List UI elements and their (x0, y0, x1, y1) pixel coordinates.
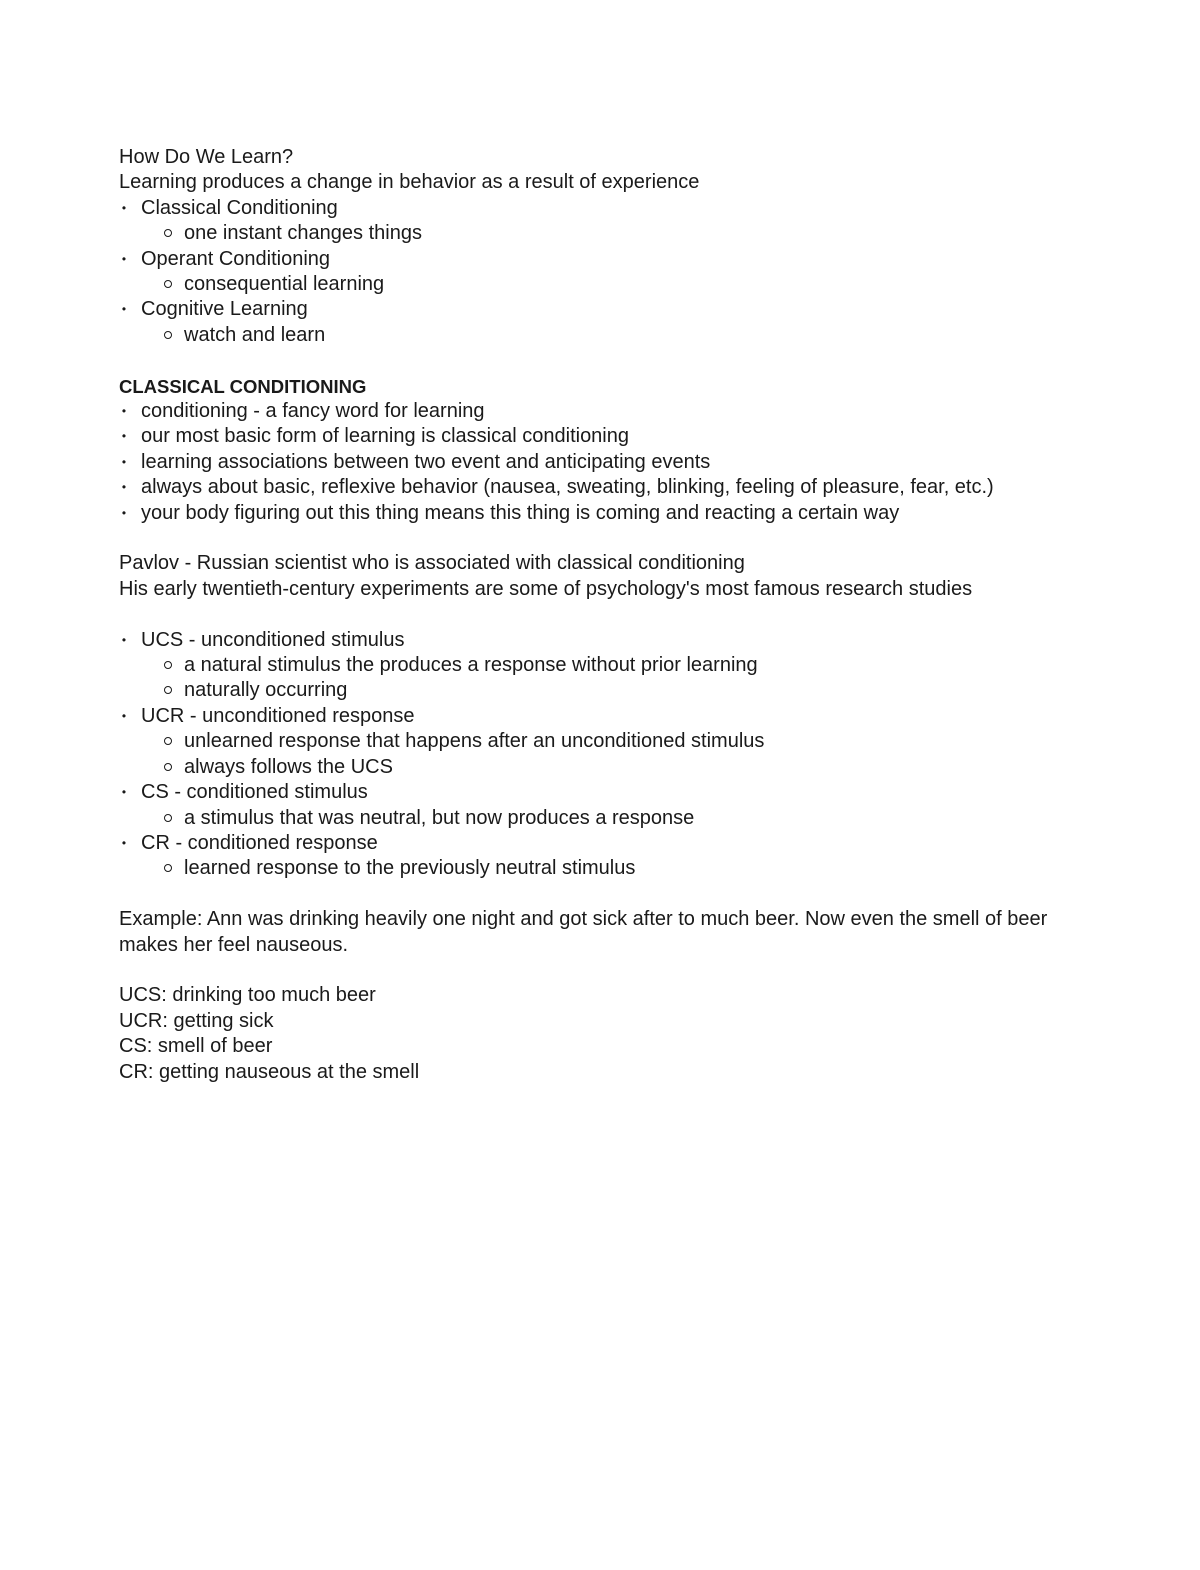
example-text: Example: Ann was drinking heavily one night and got sick after to much beer. Now even the smell of beer makes her feel nauseous. (119, 908, 1048, 956)
bullet-icon: • (121, 302, 127, 317)
list-item-label: UCR - unconditioned response (141, 704, 415, 727)
sub-list-item-label: a natural stimulus the produces a response without prior learning (184, 654, 758, 677)
section-heading: CLASSICAL CONDITIONING (119, 375, 367, 397)
intro-title: How Do We Learn? (119, 146, 294, 168)
bullet-icon: • (121, 454, 127, 469)
bullet-icon: • (121, 835, 127, 850)
document-body (119, 145, 1099, 1085)
sub-list-item (119, 272, 1099, 297)
sub-list-item (119, 678, 1099, 703)
spacer (119, 602, 1099, 627)
spacer (119, 882, 1099, 907)
list-item-label: conditioning - a fancy word for learning (141, 400, 485, 423)
list-item (119, 475, 1099, 500)
example-answer: UCS: drinking too much beer (119, 984, 376, 1007)
pavlov-line: Pavlov - Russian scientist who is associated with classical conditioning (119, 552, 745, 575)
list-item-label: always about basic, reflexive behavior (nausea, sweating, blinking, feeling of pleasure, fear, etc.) (141, 476, 994, 499)
sub-list-item-label: naturally occurring (184, 679, 348, 702)
circle-bullet-icon (164, 763, 172, 771)
circle-bullet-icon (164, 229, 172, 237)
example-answer: CS: smell of beer (119, 1035, 273, 1058)
list-item-label: UCS - unconditioned stimulus (141, 628, 405, 651)
sub-list-item-label: a stimulus that was neutral, but now produces a response (184, 806, 695, 829)
list-item (119, 780, 1099, 805)
list-item-label: Classical Conditioning (141, 196, 338, 219)
bullet-icon: • (121, 785, 127, 800)
example-answer: CR: getting nauseous at the smell (119, 1060, 420, 1083)
circle-bullet-icon (164, 280, 172, 288)
sub-list-item (119, 755, 1099, 780)
list-item (119, 450, 1099, 475)
spacer (119, 348, 1099, 373)
sub-list-item-label: one instant changes things (184, 222, 422, 245)
example-answer: UCR: getting sick (119, 1009, 274, 1032)
sub-list-item (119, 729, 1099, 754)
circle-bullet-icon (164, 331, 172, 339)
circle-bullet-icon (164, 737, 172, 745)
list-item-label: Cognitive Learning (141, 298, 308, 321)
circle-bullet-icon (164, 864, 172, 872)
list-item (119, 247, 1099, 272)
sub-list-item (119, 323, 1099, 348)
sub-list-item (119, 806, 1099, 831)
circle-bullet-icon (164, 686, 172, 694)
list-item (119, 297, 1099, 322)
list-item (119, 196, 1099, 221)
list-item-label: our most basic form of learning is classical conditioning (141, 425, 629, 448)
sub-list-item (119, 653, 1099, 678)
spacer (119, 958, 1099, 983)
list-item (119, 424, 1099, 449)
bullet-icon: • (121, 708, 127, 723)
list-item (119, 831, 1099, 856)
bullet-icon: • (121, 632, 127, 647)
pavlov-line: His early twentieth-century experiments are some of psychology's most famous research studies (119, 577, 973, 600)
circle-bullet-icon (164, 814, 172, 822)
list-item-label: Operant Conditioning (141, 247, 331, 270)
bullet-icon: • (121, 251, 127, 266)
list-item (119, 399, 1099, 424)
list-item (119, 704, 1099, 729)
bullet-icon: • (121, 505, 127, 520)
bullet-icon: • (121, 200, 127, 215)
bullet-icon: • (121, 480, 127, 495)
sub-list-item-label: unlearned response that happens after an unconditioned stimulus (184, 730, 765, 753)
circle-bullet-icon (164, 661, 172, 669)
sub-list-item-label: learned response to the previously neutral stimulus (184, 857, 636, 880)
list-item-label: learning associations between two event and anticipating events (141, 450, 711, 473)
list-item (119, 501, 1099, 526)
list-item-label: CR - conditioned response (141, 831, 378, 854)
sub-list-item-label: consequential learning (184, 273, 385, 296)
sub-list-item (119, 221, 1099, 246)
bullet-icon: • (121, 404, 127, 419)
sub-list-item-label: always follows the UCS (184, 755, 393, 778)
list-item (119, 628, 1099, 653)
list-item-label: your body figuring out this thing means this thing is coming and reacting a certain way (141, 501, 900, 524)
bullet-icon: • (121, 429, 127, 444)
intro-definition: Learning produces a change in behavior as a result of experience (119, 171, 700, 194)
sub-list-item (119, 856, 1099, 881)
sub-list-item-label: watch and learn (184, 323, 326, 346)
spacer (119, 526, 1099, 551)
list-item-label: CS - conditioned stimulus (141, 781, 368, 804)
